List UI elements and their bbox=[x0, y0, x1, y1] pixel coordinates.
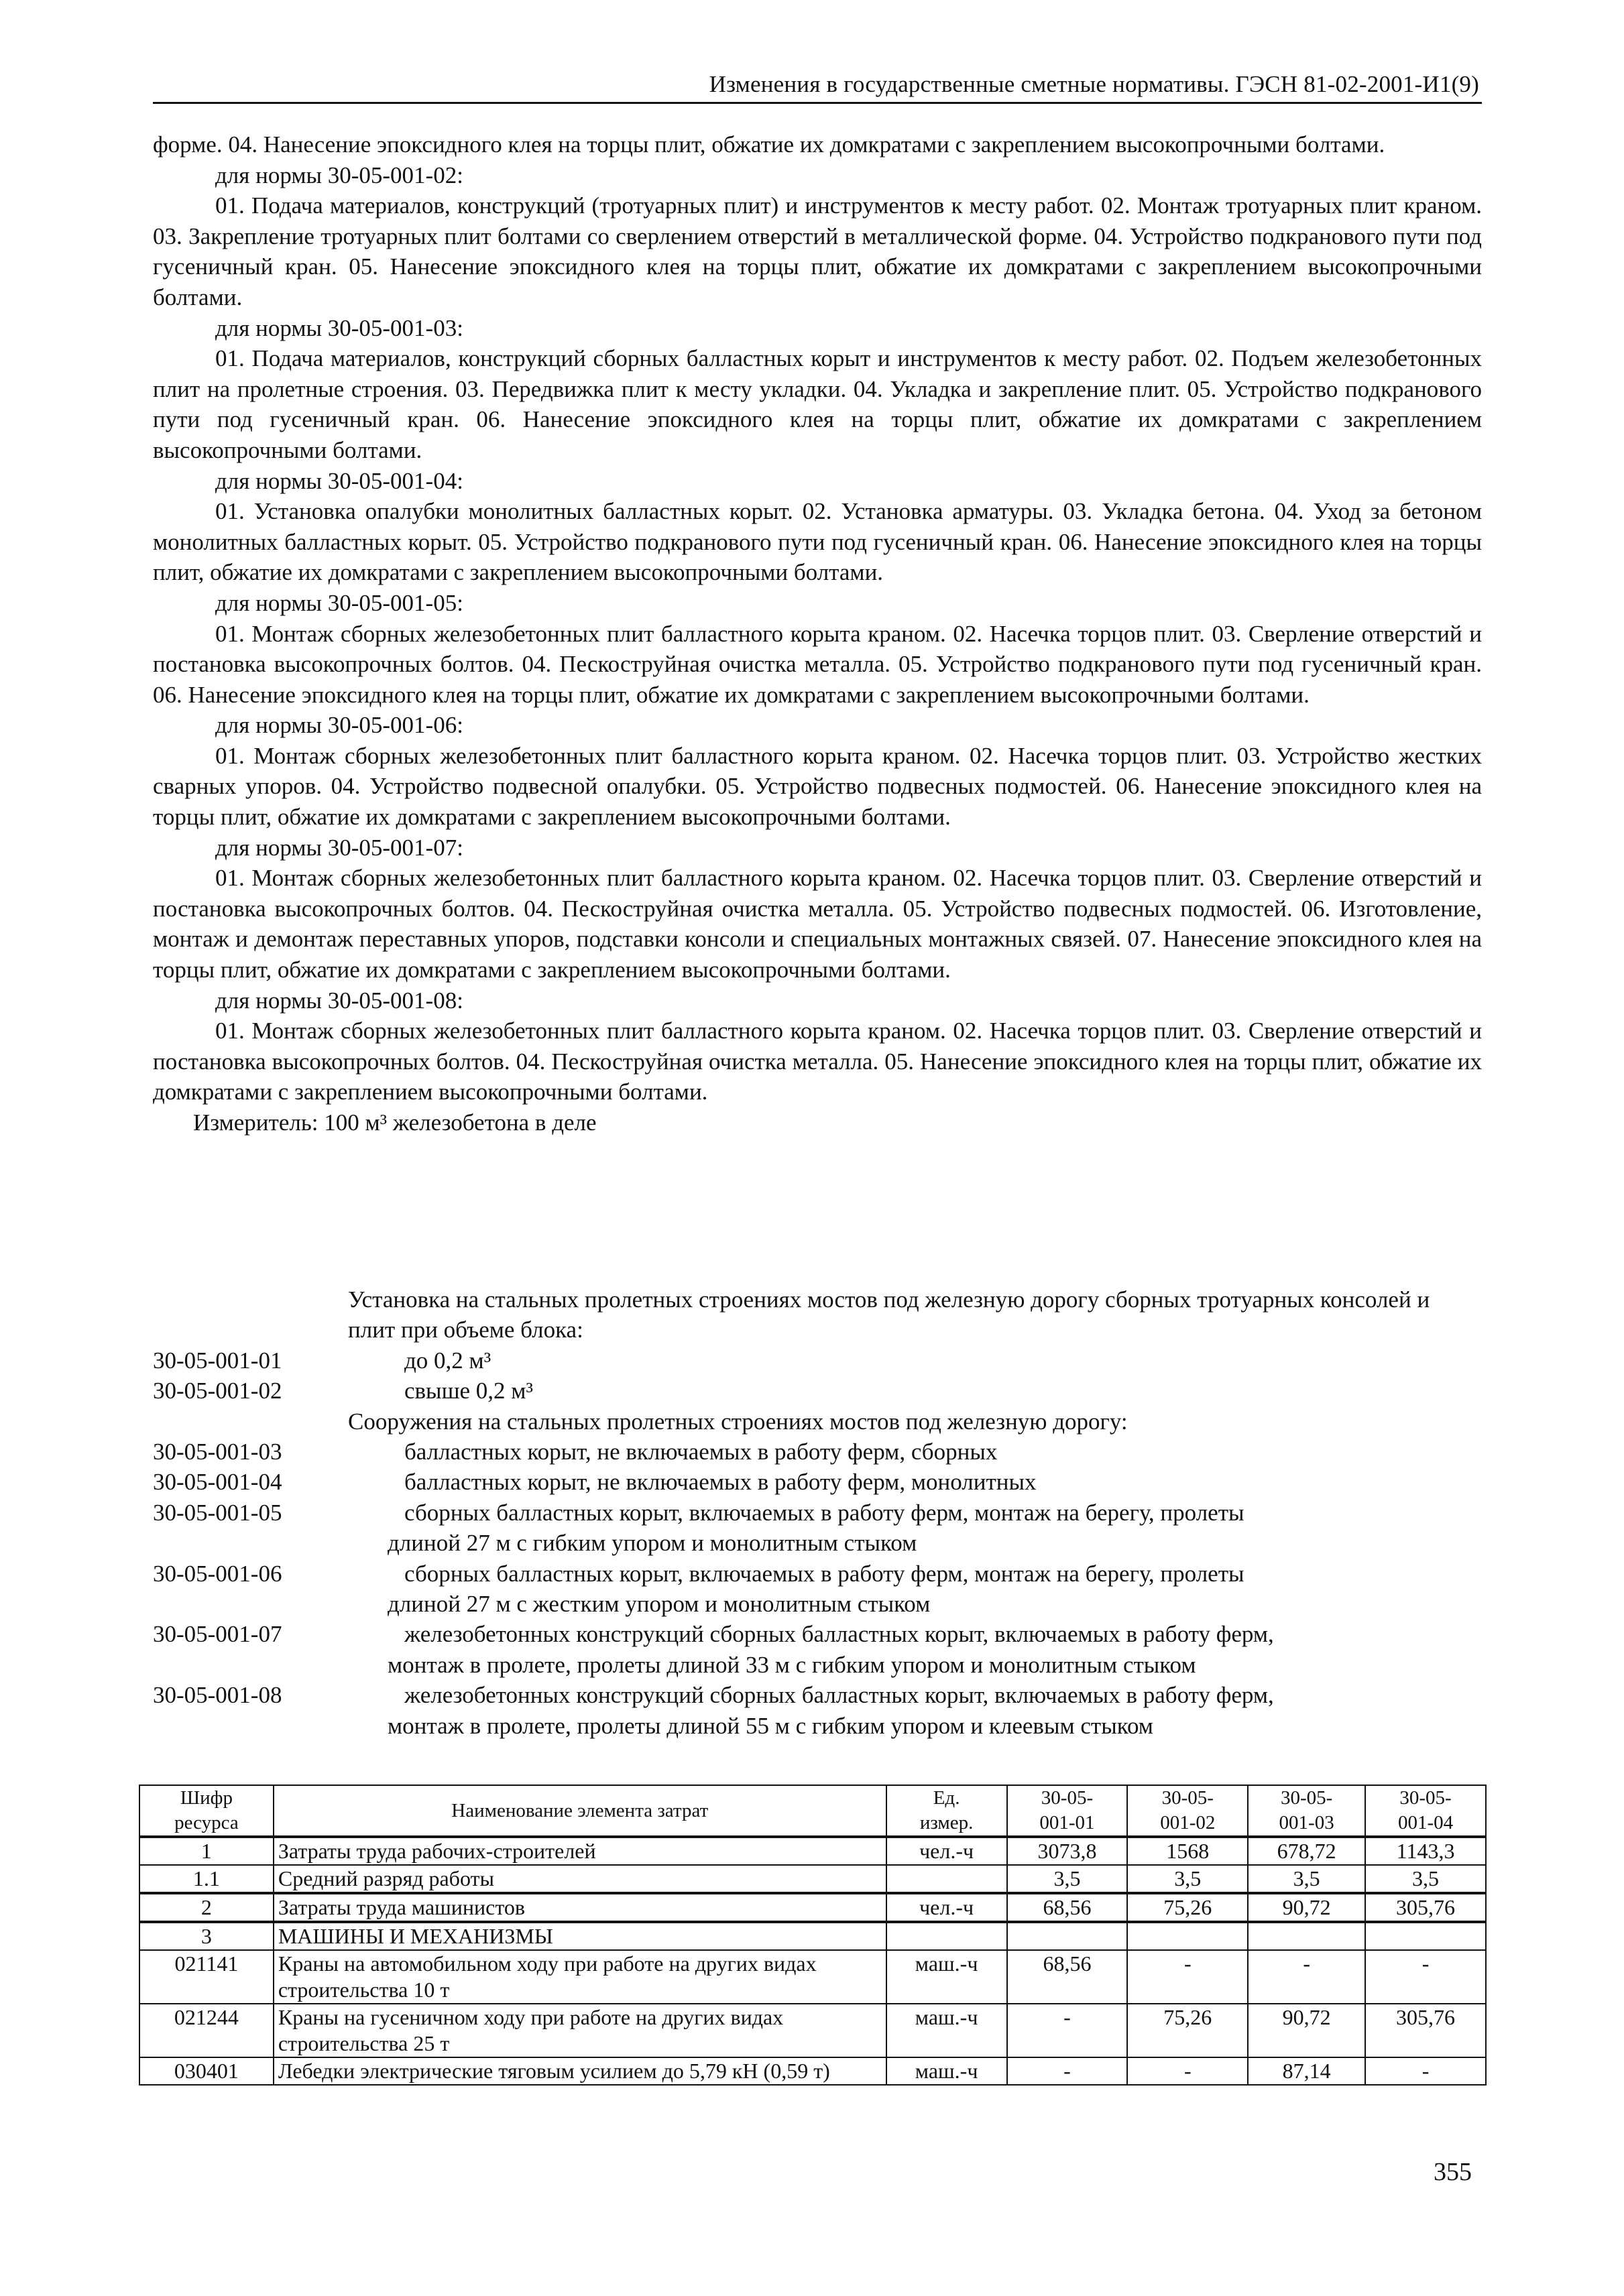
resource-value: 678,72 bbox=[1248, 1837, 1365, 1865]
norm-code: 30-05-001-06 bbox=[153, 1560, 282, 1587]
norm-item bbox=[153, 1619, 1482, 1649]
norm-title: до 0,2 м³ bbox=[404, 1347, 491, 1374]
resource-value: - bbox=[1365, 1950, 1486, 2004]
norm-title: свыше 0,2 м³ bbox=[404, 1378, 533, 1404]
table-row bbox=[139, 2057, 1486, 2085]
column-header-norm: 30-05- 001-03 bbox=[1248, 1785, 1365, 1837]
resource-value: - bbox=[1127, 2057, 1248, 2085]
paragraph: 01. Подача материалов, конструкций сборных балластных корыт и инструментов к месту работ. 02. Подъем железобетонных плит на пролетные строения. 03. Передвижка плит к месту укладки. 04. Укладка и закрепление плит. 05. Устройство подкранового пути под гусеничный кран. 06. Нанесение эпоксидного клея на торцы плит, обжатие их домкратами с закреплением высокопрочными болтами. bbox=[153, 345, 1482, 463]
norm-caption: для нормы 30-05-001-06: bbox=[215, 712, 463, 739]
norm-code: 30-05-001-08 bbox=[153, 1682, 282, 1709]
norm-title: балластных корыт, не включаемых в работу ферм, сборных bbox=[404, 1439, 998, 1465]
resource-value: - bbox=[1365, 2057, 1486, 2085]
norm-title-continued: монтаж в пролете, пролеты длиной 55 м с гибким упором и клеевым стыком bbox=[388, 1712, 1153, 1739]
resource-value: 1568 bbox=[1127, 1837, 1248, 1865]
resource-code: 3 bbox=[139, 1922, 274, 1950]
table-row bbox=[139, 2004, 1486, 2057]
norm-caption: для нормы 30-05-001-04: bbox=[215, 467, 463, 494]
norm-item bbox=[153, 1498, 1482, 1528]
resource-code: 021244 bbox=[139, 2004, 274, 2057]
resource-unit bbox=[886, 1922, 1007, 1950]
resource-value bbox=[1248, 1922, 1365, 1950]
norm-item bbox=[153, 1345, 1482, 1376]
norm-item bbox=[153, 1437, 1482, 1467]
table-row bbox=[139, 1893, 1486, 1922]
resource-value: 68,56 bbox=[1007, 1950, 1128, 2004]
norm-title: сборных балластных корыт, включаемых в работу ферм, монтаж на берегу, пролеты bbox=[404, 1499, 1244, 1526]
norm-caption: для нормы 30-05-001-07: bbox=[215, 834, 463, 861]
running-header bbox=[153, 70, 1482, 104]
column-header-norm: 30-05- 001-01 bbox=[1007, 1785, 1128, 1837]
table-row bbox=[139, 1922, 1486, 1950]
norm-title: сборных балластных корыт, включаемых в работу ферм, монтаж на берегу, пролеты bbox=[404, 1560, 1244, 1587]
resource-value: 90,72 bbox=[1248, 2004, 1365, 2057]
resource-unit: чел.-ч bbox=[886, 1837, 1007, 1865]
paragraph: 01. Монтаж сборных железобетонных плит балластного корыта краном. 02. Насечка торцов плит. 03. Сверление отверстий и постановка высокопрочных болтов. 04. Пескоструйная очистка металла. 05. Нанесение эпоксидного клея на торцы плит, обжатие их домкратами с закреплением высокопрочными болтами. bbox=[153, 1018, 1482, 1105]
norm-title: железобетонных конструкций сборных балластных корыт, включаемых в работу ферм, bbox=[404, 1682, 1274, 1709]
norm-caption: для нормы 30-05-001-05: bbox=[215, 589, 463, 616]
paragraph: 01. Монтаж сборных железобетонных плит балластного корыта краном. 02. Насечка торцов плит. 03. Сверление отверстий и постановка высокопрочных болтов. 04. Пескоструйная очистка металла. 05. Устройство подкранового пути под гусеничный кран. 06. Нанесение эпоксидного клея на торцы плит, обжатие их домкратами с закреплением высокопрочными болтами. bbox=[153, 620, 1482, 708]
resource-value: 3073,8 bbox=[1007, 1837, 1128, 1865]
column-header-norm: 30-05- 001-02 bbox=[1127, 1785, 1248, 1837]
norm-item bbox=[153, 1559, 1482, 1589]
norm-item bbox=[153, 1467, 1482, 1497]
norm-item bbox=[153, 1376, 1482, 1406]
resource-value: 305,76 bbox=[1365, 2004, 1486, 2057]
column-header-code: Шифр ресурса bbox=[139, 1785, 274, 1837]
table-row bbox=[139, 1865, 1486, 1893]
resource-unit: маш.-ч bbox=[886, 2057, 1007, 2085]
resource-value bbox=[1365, 1922, 1486, 1950]
norm-title: железобетонных конструкций сборных балластных корыт, включаемых в работу ферм, bbox=[404, 1621, 1274, 1648]
column-header-norm: 30-05- 001-04 bbox=[1365, 1785, 1486, 1837]
resource-value: - bbox=[1127, 1950, 1248, 2004]
norm-code: 30-05-001-03 bbox=[153, 1439, 282, 1465]
column-header-unit: Ед. измер. bbox=[886, 1785, 1007, 1837]
norm-caption: для нормы 30-05-001-02: bbox=[215, 162, 463, 188]
table-row bbox=[139, 1950, 1486, 2004]
resource-value: 3,5 bbox=[1365, 1865, 1486, 1893]
paragraph: 01. Установка опалубки монолитных балластных корыт. 02. Установка арматуры. 03. Укладка бетона. 04. Уход за бетоном монолитных балластных корыт. 05. Устройство подкранового пути под гусеничный кран. 06. Нанесение эпоксидного клея на торцы плит, обжатие их домкратами с закреплением высокопрочными болтами. bbox=[153, 498, 1482, 586]
resource-name: Средний разряд работы bbox=[274, 1865, 886, 1893]
resource-value: 75,26 bbox=[1127, 2004, 1248, 2057]
norm-title: балластных корыт, не включаемых в работу ферм, монолитных bbox=[404, 1469, 1037, 1496]
resource-name: Краны на гусеничном ходу при работе на других видах строительства 25 т bbox=[274, 2004, 886, 2057]
resource-value: - bbox=[1248, 1950, 1365, 2004]
norm-item bbox=[153, 1680, 1482, 1710]
resource-value bbox=[1127, 1922, 1248, 1950]
norm-caption: для нормы 30-05-001-03: bbox=[215, 314, 463, 341]
resource-unit: чел.-ч bbox=[886, 1893, 1007, 1922]
resource-code: 2 bbox=[139, 1893, 274, 1922]
resource-value: - bbox=[1007, 2057, 1128, 2085]
resource-code: 1 bbox=[139, 1837, 274, 1865]
norm-title-continued: длиной 27 м с гибким упором и монолитным стыком bbox=[388, 1530, 917, 1557]
norm-group-heading: Установка на стальных пролетных строениях мостов под железную дорогу сборных тротуарных консолей и плит при объеме блока: bbox=[348, 1286, 1430, 1343]
norm-code: 30-05-001-05 bbox=[153, 1499, 282, 1526]
resource-value: 68,56 bbox=[1007, 1893, 1128, 1922]
resource-name: МАШИНЫ И МЕХАНИЗМЫ bbox=[274, 1922, 886, 1950]
resource-name: Лебедки электрические тяговым усилием до 5,79 кН (0,59 т) bbox=[274, 2057, 886, 2085]
work-description bbox=[153, 129, 1482, 1138]
resource-value: 3,5 bbox=[1248, 1865, 1365, 1893]
paragraph: форме. 04. Нанесение эпоксидного клея на торцы плит, обжатие их домкратами с закреплением высокопрочными болтами. bbox=[153, 131, 1385, 158]
resource-value: 75,26 bbox=[1127, 1893, 1248, 1922]
resource-value: 87,14 bbox=[1248, 2057, 1365, 2085]
paragraph: 01. Подача материалов, конструкций (тротуарных плит) и инструментов к месту работ. 02. Монтаж тротуарных плит краном. 03. Закрепление тротуарных плит болтами со сверлением отверстий в металлической форме. 04. Устройство подкранового пути под гусеничный кран. 05. Нанесение эпоксидного клея на торцы плит, обжатие их домкратами с закреплением высокопрочными болтами. bbox=[153, 192, 1482, 310]
table-header-row bbox=[139, 1785, 1486, 1837]
header-title: Изменения в государственные сметные нормативы. ГЭСН 81-02-2001-И1(9) bbox=[709, 71, 1479, 97]
norm-code: 30-05-001-02 bbox=[153, 1378, 282, 1404]
resource-value: 305,76 bbox=[1365, 1893, 1486, 1922]
resource-code: 1.1 bbox=[139, 1865, 274, 1893]
resource-name: Краны на автомобильном ходу при работе на других видах строительства 10 т bbox=[274, 1950, 886, 2004]
paragraph: 01. Монтаж сборных железобетонных плит балластного корыта краном. 02. Насечка торцов плит. 03. Сверление отверстий и постановка высокопрочных болтов. 04. Пескоструйная очистка металла. 05. Устройство подвесных подмостей. 06. Изготовление, монтаж и демонтаж переставных упоров, подставки консоли и специальных монтажных связей. 07. Нанесение эпоксидного клея на торцы плит, обжатие их домкратами с закреплением высокопрочными болтами. bbox=[153, 865, 1482, 983]
norm-code: 30-05-001-01 bbox=[153, 1347, 282, 1374]
page-number: 355 bbox=[1434, 2158, 1472, 2186]
norm-title-continued: монтаж в пролете, пролеты длиной 33 м с гибким упором и монолитным стыком bbox=[388, 1651, 1196, 1678]
resource-value: 1143,3 bbox=[1365, 1837, 1486, 1865]
norm-code: 30-05-001-04 bbox=[153, 1469, 282, 1496]
norm-group-heading: Сооружения на стальных пролетных строениях мостов под железную дорогу: bbox=[348, 1408, 1128, 1435]
resource-unit bbox=[886, 1865, 1007, 1893]
column-header-name: Наименование элемента затрат bbox=[274, 1785, 886, 1837]
resource-value: 3,5 bbox=[1007, 1865, 1128, 1893]
resource-value: - bbox=[1007, 2004, 1128, 2057]
resource-unit: маш.-ч bbox=[886, 2004, 1007, 2057]
resource-value bbox=[1007, 1922, 1128, 1950]
table-row bbox=[139, 1837, 1486, 1865]
resource-code: 021141 bbox=[139, 1950, 274, 2004]
paragraph: 01. Монтаж сборных железобетонных плит балластного корыта краном. 02. Насечка торцов плит. 03. Устройство жестких сварных упоров. 04. Устройство подвесной опалубки. 05. Устройство подвесных подмостей. 06. Нанесение эпоксидного клея на торцы плит, обжатие их домкратами с закреплением высокопрочными болтами. bbox=[153, 742, 1482, 831]
norm-code: 30-05-001-07 bbox=[153, 1621, 282, 1648]
norm-list bbox=[153, 1284, 1482, 1741]
resource-unit: маш.-ч bbox=[886, 1950, 1007, 2004]
resource-name: Затраты труда рабочих-строителей bbox=[274, 1837, 886, 1865]
resource-code: 030401 bbox=[139, 2057, 274, 2085]
norm-title-continued: длиной 27 м с жестким упором и монолитным стыком bbox=[388, 1591, 931, 1618]
norm-caption: для нормы 30-05-001-08: bbox=[215, 987, 463, 1014]
resource-value: 3,5 bbox=[1127, 1865, 1248, 1893]
resource-value: 90,72 bbox=[1248, 1893, 1365, 1922]
measure-unit: Измеритель: 100 м³ железобетона в деле bbox=[193, 1109, 597, 1136]
resource-name: Затраты труда машинистов bbox=[274, 1893, 886, 1922]
resource-table bbox=[139, 1785, 1487, 2086]
